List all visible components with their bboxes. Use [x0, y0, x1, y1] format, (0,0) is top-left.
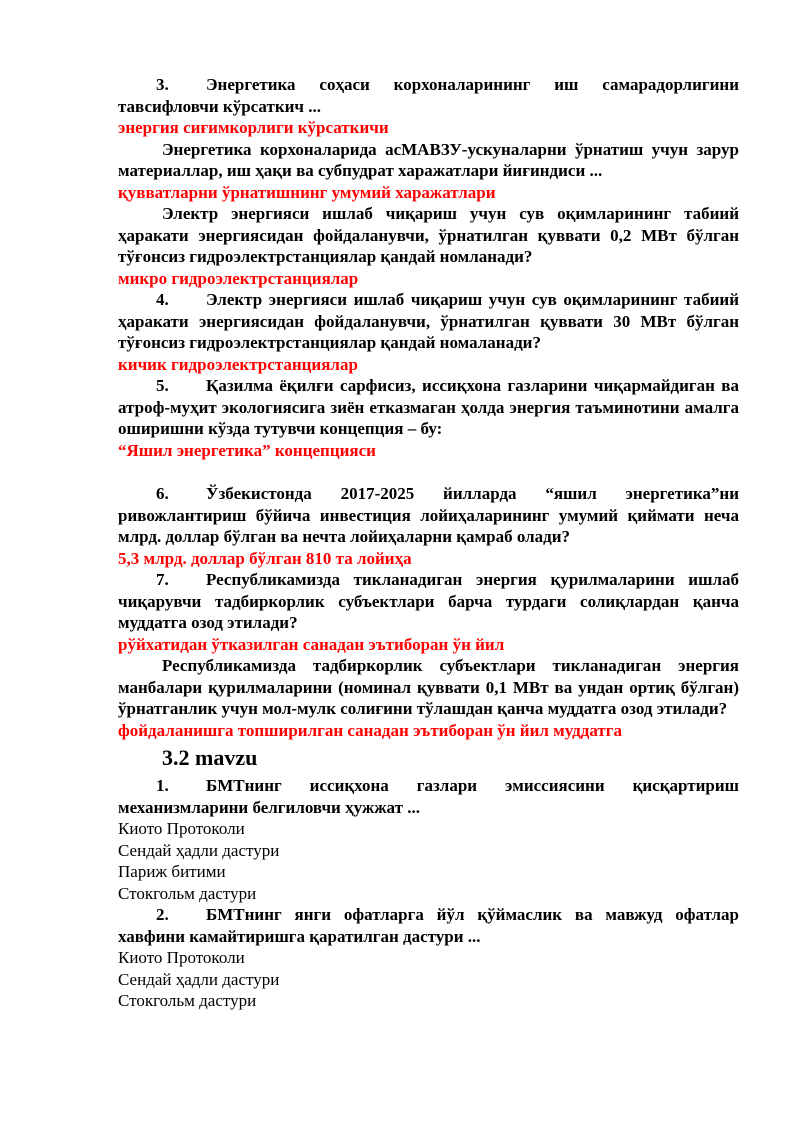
question-text: БМТнинг янги офатларга йўл қўймаслик ва мавжуд офатлар хавфини камайтиришга қаратилган дастури ...	[118, 905, 739, 946]
question-text: Энергетика соҳаси корхоналарининг иш самарадорлигини тавсифловчи кўрсаткич ...	[118, 75, 739, 116]
question-text: Республикамизда тикланадиган энергия қурилмаларини ишлаб чиқарувчи тадбиркорлик субъектлари барча турдаги солиқлардан қанча муддатга озод этилади?	[118, 570, 739, 632]
question-item: Электр энергияси ишлаб чиқариш учун сув оқимларининг табиий ҳаракати энергиясидан фойдаланувчи, ўрнатилган қуввати 0,2 МВт бўлган тўғонсиз гидроэлектрстанциялар қандай номланади?	[118, 204, 739, 266]
question-6	[118, 483, 739, 548]
option: Сендай ҳадли дастури	[118, 840, 280, 860]
option: Стокгольм дастури	[118, 883, 257, 903]
section-question-2	[118, 904, 739, 947]
question-item: Республикамизда тадбиркорлик субъектлари тикланадиган энергия манбалари қурилмаларини (номинал қуввати 0,1 МВт ва ундан ортиқ бўлган) ўрнатганлик учун мол-мулк солиғини тўлашдан қанча муддатга озод этилади?	[118, 656, 739, 718]
question-number: 3.	[156, 75, 169, 94]
question-number: 1.	[156, 776, 169, 795]
question-number: 5.	[156, 376, 169, 395]
answer-6: 5,3 млрд. доллар бўлган 810 та лойиҳа	[118, 548, 412, 568]
answer-3: энергия сиғимкорлиги кўрсаткичи	[118, 118, 389, 137]
question-text: БМТнинг иссиқхона газлари эмиссиясини қисқартириш механизмларини белгиловчи ҳужжат ...	[118, 776, 739, 817]
option: Сендай ҳадли дастури	[118, 969, 280, 989]
question-4	[118, 289, 739, 354]
question-number: 4.	[156, 290, 169, 309]
answer-item: қувватларни ўрнатишнинг умумий харажатлари	[118, 182, 496, 202]
document-page	[118, 74, 739, 1012]
question-number: 2.	[156, 905, 169, 924]
section-question-1	[118, 775, 739, 818]
question-3	[118, 74, 739, 117]
option: Киото Протоколи	[118, 948, 245, 967]
question-text: Электр энергияси ишлаб чиқариш учун сув оқимларининг табиий ҳаракати энергиясидан фойдаланувчи, ўрнатилган қуввати 30 МВт бўлган тўғонсиз гидроэлектрстанциялар қандай номаланади?	[118, 290, 739, 352]
question-text: Ўзбекистонда 2017-2025 йилларда “яшил энергетика”ни ривожлантириш бўйича инвестиция лойиҳаларининг умумий қиймати неча млрд. доллар бўлган ва нечта лойиҳаларни қамраб олади?	[118, 484, 739, 546]
question-number: 7.	[156, 570, 169, 589]
question-5	[118, 375, 739, 440]
answer-item: микро гидроэлектрстанциялар	[118, 268, 359, 288]
question-number: 6.	[156, 484, 169, 503]
spacer	[118, 461, 739, 483]
section-title: 3.2 mavzu	[162, 745, 258, 770]
question-item: Энергетика корхоналарида асМАВЗУ-ускуналарни ўрнатиш учун зарур материаллар, иш ҳақи ва субпудрат харажатлари йиғиндиси ...	[118, 139, 739, 180]
answer-5: “Яшил энергетика” концепцияси	[118, 440, 376, 460]
option: Стокгольм дастури	[118, 991, 257, 1010]
answer-item: фойдаланишга топширилган санадан эътиборан ўн йил муддатга	[118, 720, 623, 740]
question-7	[118, 569, 739, 634]
option: Киото Протоколи	[118, 819, 245, 838]
question-text: Қазилма ёқилғи сарфисиз, иссиқхона газларини чиқармайдиган ва атроф-муҳит экологиясига зиён етказмаган ҳолда энергия таъминотини амалга оширишни кўзда тутувчи концепция – бу:	[118, 376, 739, 438]
answer-7: рўйхатидан ўтказилган санадан эътиборан ўн йил	[118, 634, 505, 654]
option: Париж битими	[118, 862, 226, 881]
answer-4: кичик гидроэлектрстанциялар	[118, 354, 358, 374]
